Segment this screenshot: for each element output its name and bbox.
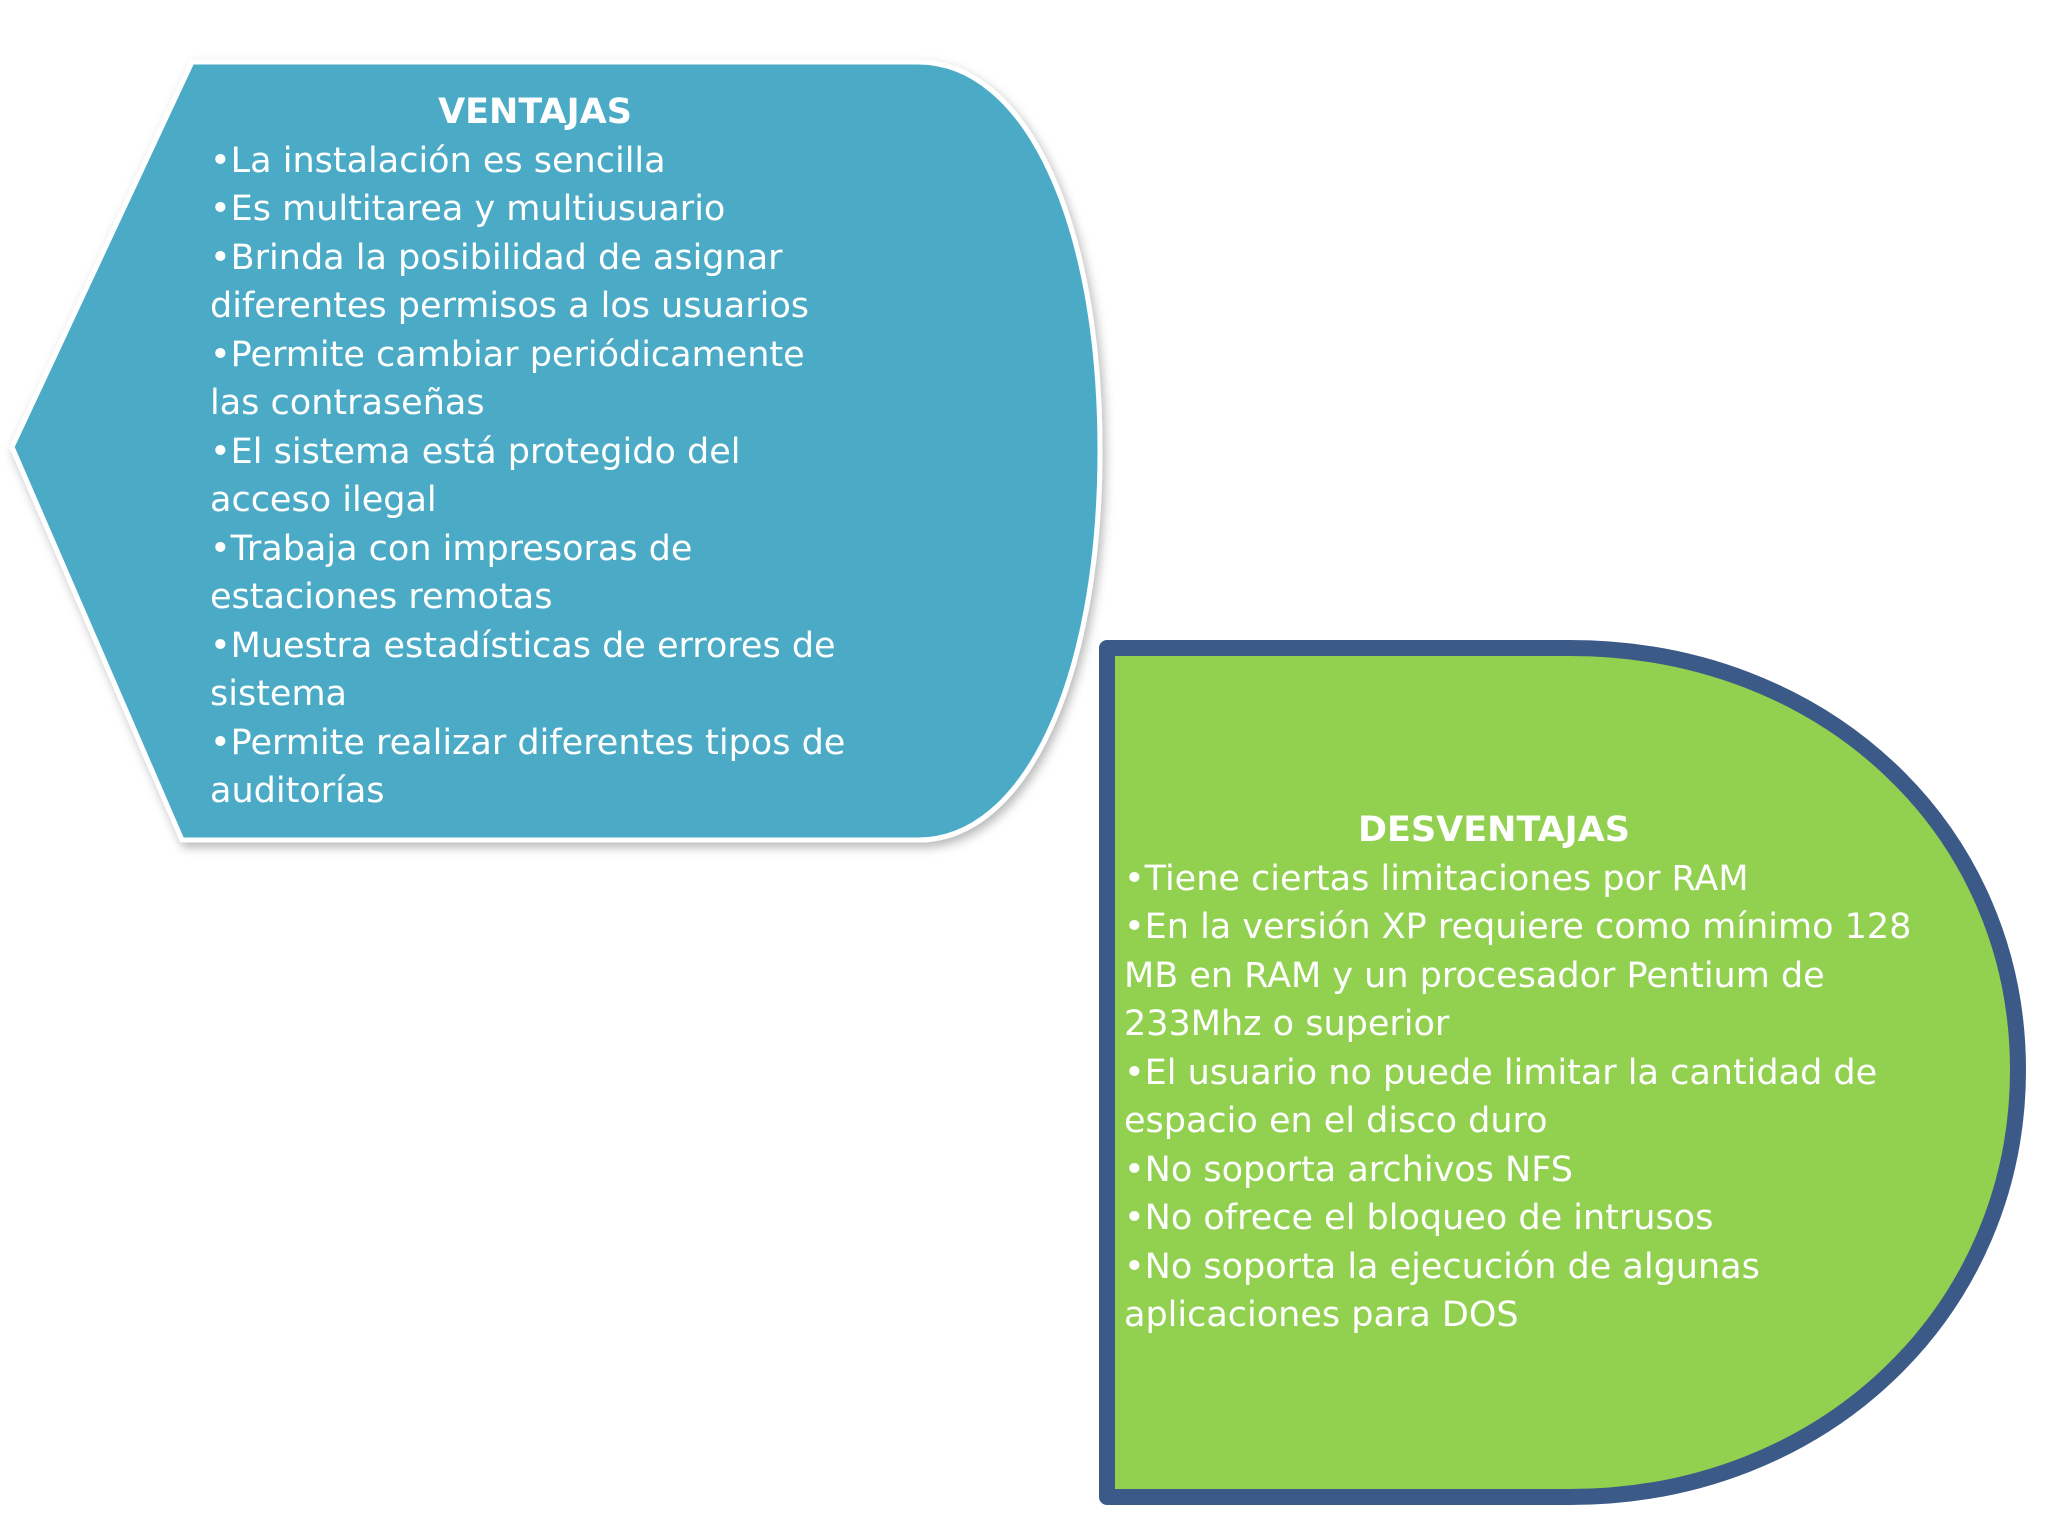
desventajas-item: •No ofrece el bloqueo de intrusos [1124,1198,1714,1238]
ventajas-item: •Es multitarea y multiusuario [210,189,726,229]
ventajas-item: •El sistema está protegido del acceso ilegal [210,431,741,520]
ventajas-item: •Brinda la posibilidad de asignar diferentes permisos a los usuarios [210,237,809,326]
ventajas-item: •Muestra estadísticas de errores de sistema [210,625,836,714]
desventajas-item: •El usuario no puede limitar la cantidad de espacio en el disco duro [1124,1052,1878,1141]
desventajas-panel [1124,806,1924,1340]
desventajas-item: •En la versión XP requiere como mínimo 128 MB en RAM y un procesador Pentium de 233Mhz o superior [1124,907,1912,1044]
desventajas-item: •No soporta la ejecución de algunas aplicaciones para DOS [1124,1246,1760,1335]
ventajas-panel [210,88,860,816]
ventajas-item: •Trabaja con impresoras de estaciones remotas [210,528,693,617]
ventajas-item: •La instalación es sencilla [210,140,666,181]
desventajas-title: DESVENTAJAS [1357,810,1631,850]
ventajas-item: •Permite cambiar periódicamente las contraseñas [210,334,805,423]
desventajas-item: •Tiene ciertas limitaciones por RAM [1124,858,1749,899]
ventajas-item: •Permite realizar diferentes tipos de auditorías [210,722,846,811]
ventajas-title: VENTAJAS [438,92,632,132]
desventajas-item: •No soporta archivos NFS [1124,1149,1573,1190]
